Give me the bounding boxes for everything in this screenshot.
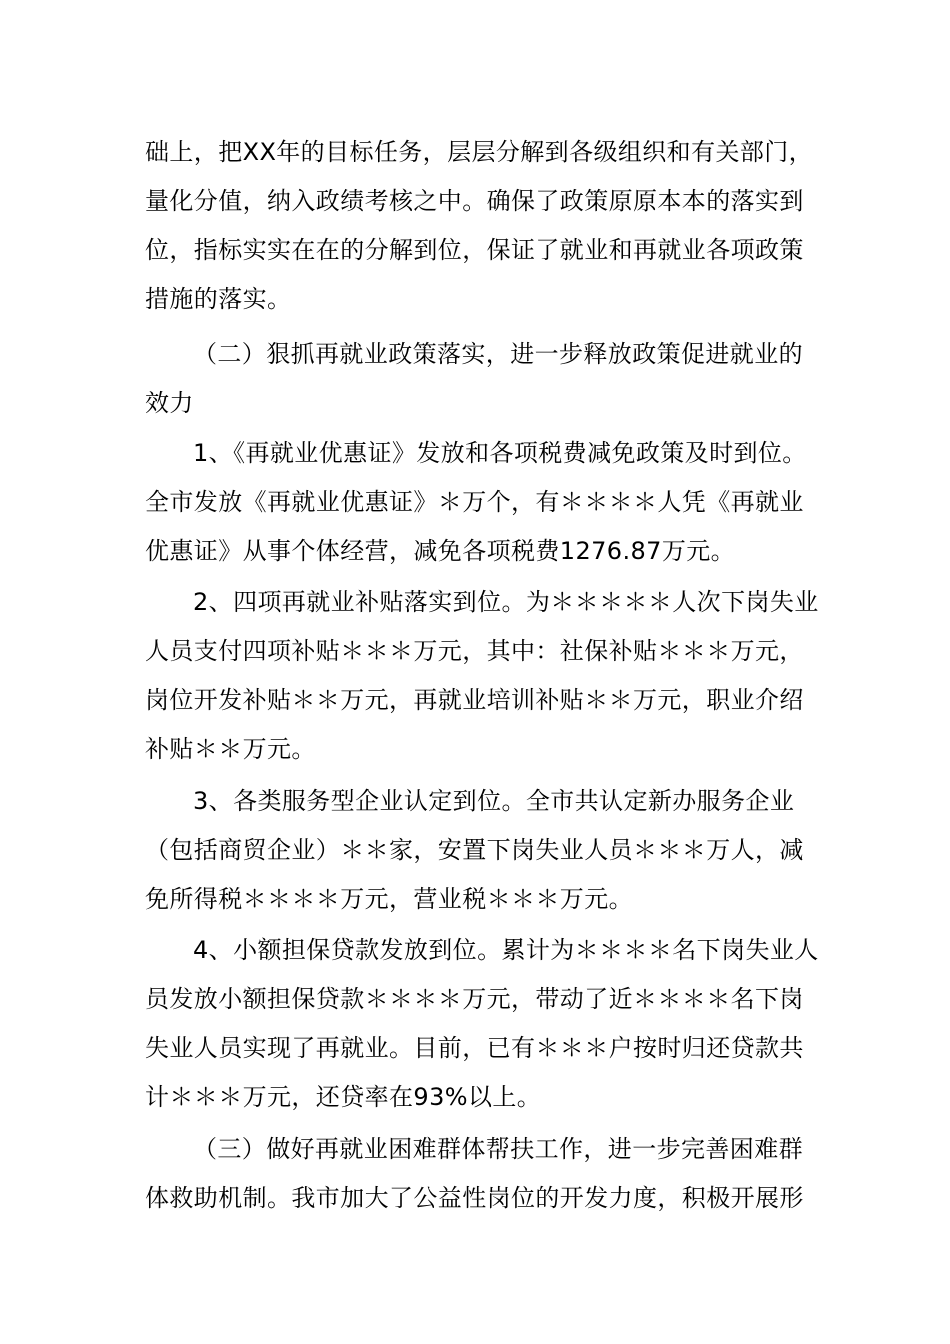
text-line: 体救助机制。我市加大了公益性岗位的开发力度，积极开展形 <box>145 1184 804 1212</box>
list-item-heading: 4、小额担保贷款发放到位。累计为＊＊＊＊名下岗失业人 <box>193 936 819 964</box>
section-heading: （三）做好再就业困难群体帮扶工作，进一步完善困难群 <box>193 1135 803 1163</box>
list-item-heading: 3、各类服务型企业认定到位。全市共认定新办服务企业 <box>193 787 795 815</box>
text-line: （包括商贸企业）＊＊家，安置下岗失业人员＊＊＊万人，减 <box>145 836 804 864</box>
text-line: 位，指标实实在在的分解到位，保证了就业和再就业各项政策 <box>145 236 804 264</box>
text-line: 员发放小额担保贷款＊＊＊＊万元，带动了近＊＊＊＊名下岗 <box>145 985 804 1013</box>
text-line: 优惠证》从事个体经营，减免各项税费1276.87万元。 <box>145 537 736 565</box>
section-heading: （二）狠抓再就业政策落实，进一步释放政策促进就业的 <box>193 340 803 368</box>
text-line: 措施的落实。 <box>145 285 292 313</box>
text-line: 岗位开发补贴＊＊万元，再就业培训补贴＊＊万元，职业介绍 <box>145 686 804 714</box>
text-line: 补贴＊＊万元。 <box>145 735 316 763</box>
text-line: 效力 <box>145 389 194 417</box>
text-line: 计＊＊＊万元，还贷率在93%以上。 <box>145 1083 542 1111</box>
text-line: 量化分值，纳入政绩考核之中。确保了政策原原本本的落实到 <box>145 187 804 215</box>
text-line: 免所得税＊＊＊＊万元，营业税＊＊＊万元。 <box>145 885 633 913</box>
list-item-heading: 2、四项再就业补贴落实到位。为＊＊＊＊＊人次下岗失业 <box>193 588 819 616</box>
list-item-heading: 1、《再就业优惠证》发放和各项税费减免政策及时到位。 <box>193 439 807 467</box>
text-line: 失业人员实现了再就业。目前，已有＊＊＊户按时归还贷款共 <box>145 1034 804 1062</box>
text-line: 础上，把XX年的目标任务，层层分解到各级组织和有关部门， <box>145 138 814 166</box>
text-line: 人员支付四项补贴＊＊＊万元，其中：社保补贴＊＊＊万元， <box>145 637 804 665</box>
text-line: 全市发放《再就业优惠证》＊万个，有＊＊＊＊人凭《再就业 <box>145 488 804 516</box>
